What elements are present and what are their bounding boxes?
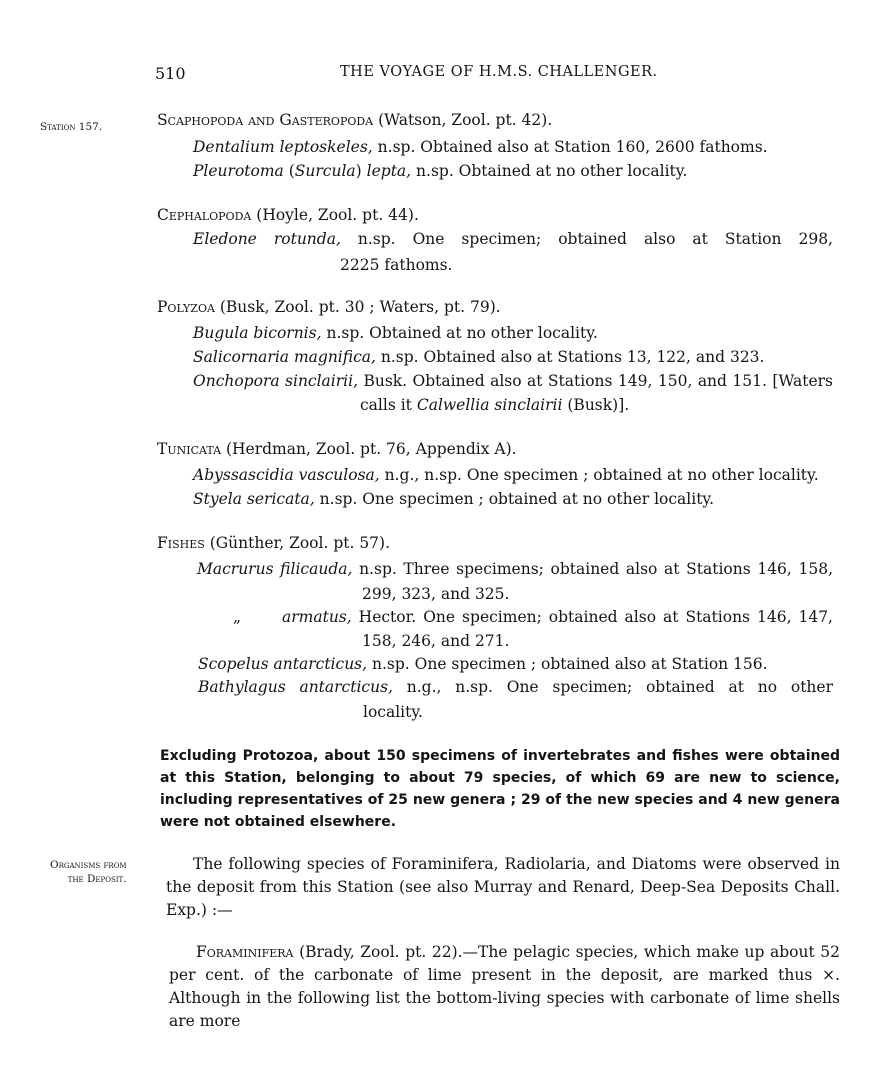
species-name: Scopelus antarcticus,: [198, 655, 368, 673]
species-name: Bugula bicornis,: [193, 324, 322, 342]
running-title: THE VOYAGE OF H.M.S. CHALLENGER.: [340, 64, 658, 80]
species-entry: [198, 655, 768, 673]
species-name: Bathylagus antarcticus,: [198, 678, 393, 696]
species-note-cont: locality.: [363, 703, 423, 721]
species-entry: [197, 560, 833, 578]
species-epithet: lepta,: [366, 162, 412, 180]
section-heading: Cephalopoda: [157, 206, 252, 224]
section-heading: Scaphopoda and Gasteropoda: [157, 111, 374, 129]
species-name: armatus,: [282, 608, 352, 626]
species-name: Macrurus filicauda,: [197, 560, 353, 578]
section-polyzoa: [157, 298, 501, 316]
margin-note-organisms: [50, 858, 127, 886]
deposit-paragraph: The following species of Foraminifera, Radiolaria, and Diatoms were observed in the deposit from this Station (see also Murray and Renard, Deep-Sea Deposits Chall. Exp.) :—: [166, 855, 840, 919]
species-name: Styela sericata,: [193, 490, 315, 508]
species-entry: [193, 466, 819, 484]
page-number: 510: [155, 64, 186, 83]
species-name: Dentalium leptoskeles,: [193, 138, 373, 156]
species-note: n.g., n.sp. One specimen; obtained at no other: [406, 678, 833, 696]
section-ref: (Hoyle, Zool. pt. 44).: [256, 206, 419, 224]
species-entry: [193, 372, 833, 390]
species-note: Hector. One specimen; obtained also at Stations 146, 147,: [358, 608, 833, 626]
species-entry: [193, 348, 764, 366]
section-heading: Foraminifera: [196, 943, 294, 961]
species-entry: [193, 138, 768, 156]
species-note: n.sp. Obtained at no other locality.: [326, 324, 598, 342]
foraminifera-text: (Brady, Zool. pt. 22).—The pelagic species, which make up about 52 per cent. of the carbonate of lime present in the deposit, are marked thus ×. Although in the following list the bottom-living species with carbonate of lime shells are more: [169, 943, 840, 1030]
species-name: Eledone rotunda,: [193, 230, 341, 248]
species-name: Abyssascidia vasculosa,: [193, 466, 380, 484]
section-ref: (Günther, Zool. pt. 57).: [209, 534, 391, 552]
species-note: n.sp. One specimen ; obtained also at Station 156.: [372, 655, 768, 673]
section-fishes: [157, 534, 390, 552]
section-scaphopoda: [157, 111, 552, 129]
section-heading: Tunicata: [157, 440, 222, 458]
species-subgenus: Surcula: [294, 162, 356, 180]
species-name: Onchopora sinclairii,: [193, 372, 359, 390]
section-tunicata: [157, 440, 517, 458]
species-entry: [282, 608, 833, 626]
species-note-cont: 299, 323, and 325.: [362, 585, 510, 603]
ditto-mark: „: [233, 608, 242, 626]
species-name: Calwellia sinclairii: [416, 396, 563, 414]
species-note: n.sp. Obtained also at Stations 13, 122, and 323.: [380, 348, 765, 366]
species-entry: [193, 490, 714, 508]
species-note-cont: [360, 396, 629, 414]
section-ref: (Busk, Zool. pt. 30 ; Waters, pt. 79).: [219, 298, 501, 316]
species-note: n.sp. Three specimens; obtained also at Stations 146, 158,: [359, 560, 833, 578]
species-entry: [198, 678, 833, 696]
section-ref: (Herdman, Zool. pt. 76, Appendix A).: [225, 440, 517, 458]
species-note: n.sp. One specimen ; obtained at no other locality.: [319, 490, 715, 508]
foraminifera-paragraph: [169, 941, 840, 1033]
species-name: Salicornaria magnifica,: [193, 348, 376, 366]
species-entry: [193, 230, 833, 248]
species-note-cont: 2225 fathoms.: [340, 256, 453, 274]
species-entry: Pleurotoma (Surcula) lepta, n.sp. Obtained at no other locality.: [193, 162, 688, 180]
species-note: n.sp. One specimen; obtained also at Station 298,: [357, 230, 833, 248]
margin-note-station: Station 157.: [40, 121, 103, 133]
section-heading: Polyzoa: [157, 298, 215, 316]
species-note: n.sp. Obtained also at Station 160, 2600 fathoms.: [377, 138, 768, 156]
margin-line: Organisms from: [50, 859, 127, 871]
section-cephalopoda: [157, 206, 419, 224]
species-note: Busk. Obtained also at Stations 149, 150, and 151. [Waters: [363, 372, 833, 390]
cont-text: calls it: [360, 396, 412, 414]
species-note-cont: 158, 246, and 271.: [362, 632, 510, 650]
species-note: n.g., n.sp. One specimen ; obtained at no other locality.: [384, 466, 819, 484]
section-ref: (Watson, Zool. pt. 42).: [378, 111, 553, 129]
cont-text: (Busk)].: [567, 396, 630, 414]
margin-line: the Deposit.: [67, 873, 127, 885]
species-name: Pleurotoma: [193, 162, 284, 180]
summary-paragraph: Excluding Protozoa, about 150 specimens of invertebrates and fishes were obtained at this Station, belonging to about 79 species, of which 69 are new to science, including representatives of 25 new genera ; 29 of the new species and 4 new genera were not obtained elsewhere.: [160, 748, 840, 830]
species-entry: [193, 324, 598, 342]
species-note: n.sp. Obtained at no other locality.: [416, 162, 688, 180]
section-heading: Fishes: [157, 534, 205, 552]
